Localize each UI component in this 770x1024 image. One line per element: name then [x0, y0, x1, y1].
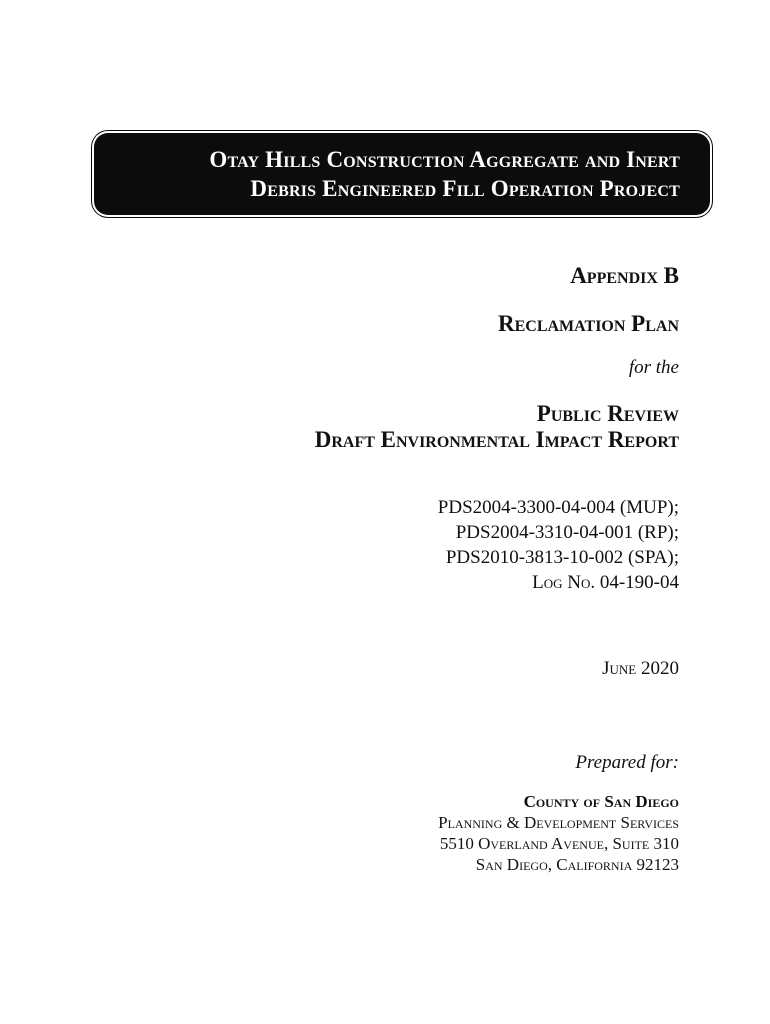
- appendix-heading: Appendix B: [570, 263, 679, 288]
- permit-rp: PDS2004-3310-04-001 (RP);: [455, 522, 679, 543]
- prepared-for-label: Prepared for:: [575, 752, 679, 773]
- plan-title: Reclamation Plan: [497, 311, 679, 336]
- permit-numbers: [438, 495, 679, 595]
- client-name: County of San Diego: [523, 792, 679, 811]
- client-city: San Diego, California 92123: [475, 855, 679, 874]
- client-block: [438, 791, 679, 875]
- title-banner: [94, 133, 710, 215]
- permit-spa: PDS2010-3813-10-002 (SPA);: [445, 547, 679, 568]
- banner-title-line-1: Otay Hills Construction Aggregate and Inert: [209, 147, 680, 172]
- log-number: Log No. 04-190-04: [532, 572, 679, 593]
- client-department: Planning & Development Services: [438, 813, 679, 832]
- banner-title-line-2: Debris Engineered Fill Operation Project: [250, 176, 680, 201]
- client-street: 5510 Overland Avenue, Suite 310: [439, 834, 679, 853]
- report-date: June 2020: [602, 658, 679, 679]
- report-title: [315, 401, 679, 453]
- permit-mup: PDS2004-3300-04-004 (MUP);: [437, 497, 679, 518]
- report-title-line-1: Public Review: [536, 401, 679, 426]
- for-the-label: for the: [628, 357, 679, 378]
- report-title-line-2: Draft Environmental Impact Report: [314, 427, 679, 452]
